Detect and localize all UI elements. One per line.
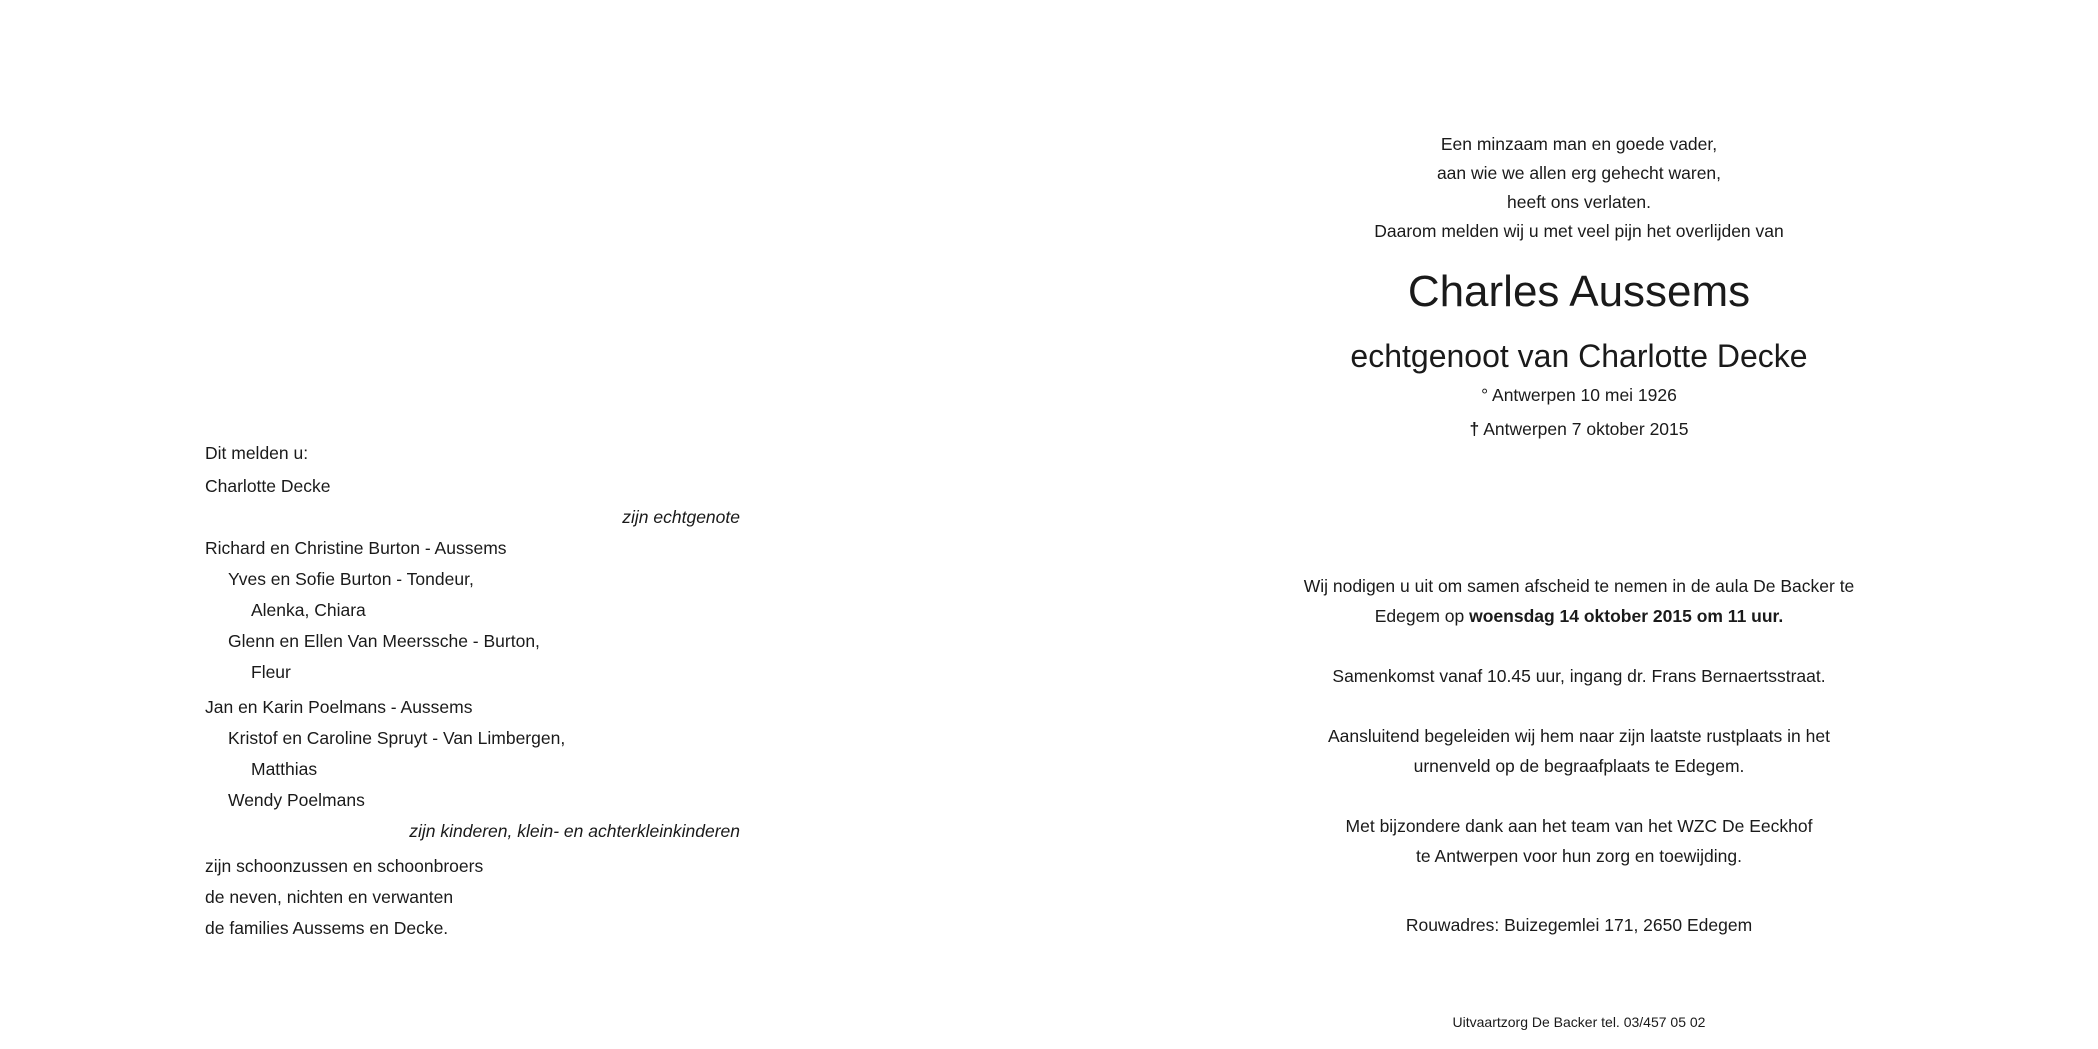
mourners-list [205, 438, 740, 944]
undertaker-info: Uitvaartzorg De Backer tel. 03/457 05 02 [1452, 1014, 1706, 1030]
cross-icon: † [1469, 419, 1480, 439]
spacer [1229, 691, 1929, 721]
family2-child2: Wendy Poelmans [228, 790, 365, 810]
spouse-relation: zijn echtgenote [622, 507, 740, 527]
family1-grandchildren1: Alenka, Chiara [251, 600, 366, 620]
others-line: zijn schoonzussen en schoonbroers [205, 856, 484, 876]
thanks-line: te Antwerpen voor hun zorg en toewijding. [1416, 846, 1742, 866]
family2-grandchildren1: Matthias [251, 759, 318, 779]
children-relation: zijn kinderen, klein- en achterkleinkinderen [409, 821, 740, 841]
deceased-name: Charles Aussems [1407, 267, 1751, 316]
others-line: de families Aussems en Decke. [205, 918, 449, 938]
birth-date: ° Antwerpen 10 mei 1926 [1481, 385, 1677, 405]
family1-grandchildren2: Fleur [251, 662, 291, 682]
family1-parents: Richard en Christine Burton - Aussems [205, 538, 507, 558]
spacer [1229, 781, 1929, 811]
invitation-line: Wij nodigen u uit om samen afscheid te nemen in de aula De Backer te [1303, 576, 1855, 596]
verse-line: Een minzaam man en goede vader, [1440, 134, 1718, 154]
death-date: Antwerpen 7 oktober 2015 [1483, 419, 1689, 439]
spacer [1229, 631, 1929, 661]
verse-line: Daarom melden wij u met veel pijn het overlijden van [1374, 221, 1784, 241]
family1-child2: Glenn en Ellen Van Meerssche - Burton, [228, 631, 540, 651]
right-page [1049, 0, 2098, 1049]
gathering-info: Samenkomst vanaf 10.45 uur, ingang dr. Frans Bernaertsstraat. [1332, 666, 1826, 686]
spouse-name: Charlotte Decke [205, 476, 331, 496]
family2-parents: Jan en Karin Poelmans - Aussems [205, 697, 473, 717]
ceremony-datetime: woensdag 14 oktober 2015 om 11 uur. [1469, 606, 1784, 626]
others-line: de neven, nichten en verwanten [205, 887, 454, 907]
mourning-address: Rouwadres: Buizegemlei 171, 2650 Edegem [1405, 915, 1753, 935]
family2-child1: Kristof en Caroline Spruyt - Van Limbergen, [228, 728, 566, 748]
burial-line: urnenveld op de begraafplaats te Edegem. [1413, 756, 1745, 776]
thanks-line: Met bijzondere dank aan het team van het WZC De Eeckhof [1345, 816, 1813, 836]
ceremony-info [1229, 571, 1929, 871]
invitation-line [1229, 601, 1929, 631]
verse-line: heeft ons verlaten. [1507, 192, 1651, 212]
death-date-line [1229, 414, 1929, 444]
spouse-line: echtgenoot van Charlotte Decke [1350, 338, 1808, 374]
mourners-intro: Dit melden u: [205, 443, 309, 463]
verse-line: aan wie we allen erg gehecht waren, [1436, 163, 1722, 183]
verse [1229, 130, 1929, 246]
family1-child1: Yves en Sofie Burton - Tondeur, [228, 569, 474, 589]
burial-line: Aansluitend begeleiden wij hem naar zijn laatste rustplaats in het [1328, 726, 1830, 746]
invitation-prefix: Edegem op [1374, 606, 1470, 626]
